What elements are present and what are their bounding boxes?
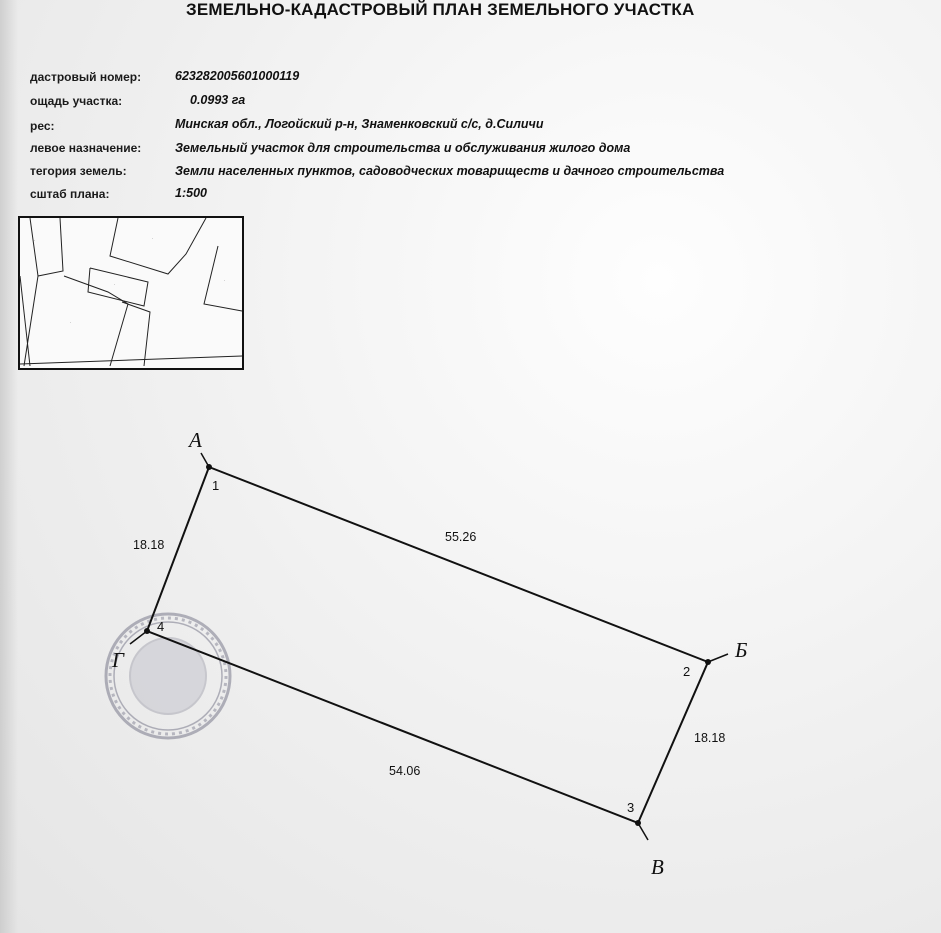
vertex-letter-v: В [651,855,664,879]
vertex-number-2: 2 [683,664,691,679]
area-value: 0.0993 га [190,93,246,107]
cadastral-number-label: дастровый номер: [30,70,142,84]
cadastral-number-value: 623282005601000119 [175,69,300,83]
scale-label: сштаб плана: [30,187,110,201]
purpose-label: левое назначение: [30,141,142,155]
address-label: рес: [30,119,55,133]
svg-text:·: · [34,238,36,243]
vertex-ticks [130,453,728,840]
land-category-label: тегория земель: [30,164,127,178]
vertex-letter-g: Г [112,648,124,672]
vertex-points [144,464,711,826]
vertex-number-1: 1 [212,478,220,493]
side-length-2-3: 18.18 [694,731,726,745]
vertex-number-4: 4 [157,619,165,634]
side-length-1-2: 55.26 [445,530,477,544]
address-value: Минская обл., Логойский р-н, Знаменковский с/с, д.Силичи [175,117,544,131]
vertex-letter-b: Б [735,638,748,662]
vertex-number-3: 3 [627,800,635,815]
official-stamp [106,614,230,738]
document-title: ЗЕМЕЛЬНО-КАДАСТРОВЫЙ ПЛАН ЗЕМЕЛЬНОГО УЧАСТКА [186,0,695,19]
vertex-letter-a: А [189,428,202,452]
parcel-boundary [147,467,708,823]
svg-text:·: · [224,278,226,283]
side-length-3-4: 54.06 [389,764,421,778]
purpose-value: Земельный участок для строительства и обслуживания жилого дома [175,141,631,155]
svg-text:·: · [152,236,154,241]
land-category-value: Земли населенных пунктов, садоводческих товариществ и дачного строительства [175,164,725,178]
area-label: ощадь участка: [30,94,123,108]
svg-text:·: · [70,320,72,325]
scale-value: 1:500 [175,186,207,200]
side-length-4-1: 18.18 [133,538,165,552]
svg-text:·: · [114,282,116,287]
